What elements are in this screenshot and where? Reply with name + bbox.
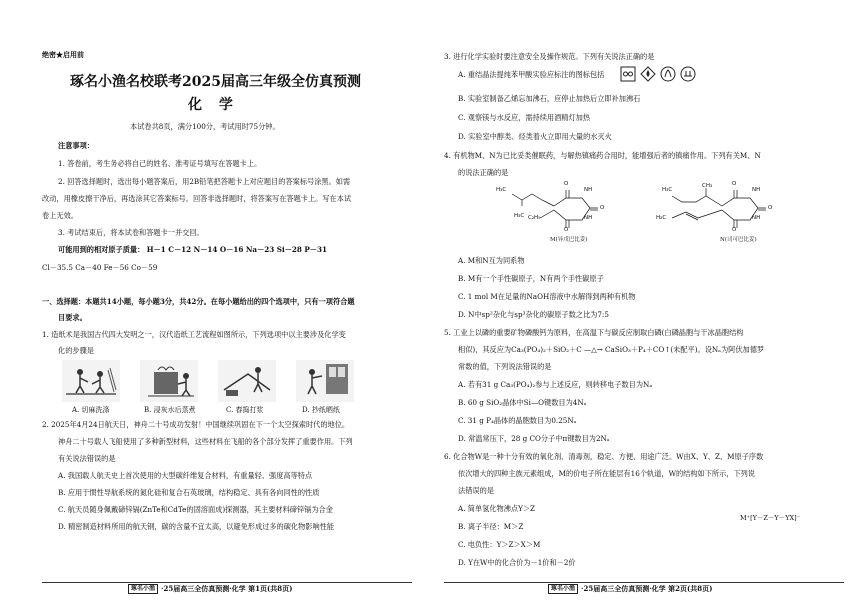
q4-option-a: A. M和N互为同系物 <box>458 256 525 265</box>
note-1: 1. 答卷前，考生务必将自己的姓名、准考证号填写在答题卡上。 <box>58 159 262 168</box>
q1-caption-c: C. 舂捣打浆 <box>226 406 264 414</box>
hot-surface-icon <box>660 66 676 82</box>
subject-title: 化 学 <box>188 97 239 113</box>
q2-stem-end: 有关说法错误的是 <box>58 454 116 463</box>
cutting-hemp-illustration <box>62 360 120 402</box>
page-footer-left <box>42 582 412 595</box>
structure-n-nh-bottom: NH <box>752 215 761 221</box>
q5-option-c: C. 31 g P₄晶体的晶胞数目为0.25Nₐ <box>458 416 577 425</box>
page-footer-right <box>444 582 844 595</box>
structure-n-o-right: O <box>768 205 773 211</box>
structure-n <box>652 180 802 242</box>
structure-m-ch3-a: H₃C <box>496 187 507 193</box>
atomic-masses: 可能用到的相对原子质量： H－1 C－12 N－14 O－16 Na－23 Si－28 P－31 <box>58 245 327 254</box>
q1-stem: 1. 造纸术是我国古代四大发明之一，汉代造纸工艺流程如图所示，下列选项中以主要涉及化学变 <box>42 330 346 339</box>
structure-m <box>490 180 630 242</box>
structure-m-nh-bottom: NH <box>584 215 593 221</box>
footer-text: ·25届高三全仿真预测·化学 第2页(共8页) <box>581 584 713 593</box>
q3-option-b: B. 实验室制备乙烯忘加沸石，应停止加热后立即补加沸石 <box>458 94 641 103</box>
q3-option-d: D. 实验室中醇类、烃类着火立即用大量的水灭火 <box>458 132 612 141</box>
structure-n-h2c: H₂C <box>656 215 667 221</box>
structure-m-o-top: O <box>564 181 569 187</box>
exam-title: 琢名小渔名校联考2025届高三年级全仿真预测 <box>70 74 361 90</box>
wash-hands-icon <box>680 66 696 82</box>
page-right <box>430 0 860 608</box>
q6-option-d: D. Y在W中的化合价为－1价和－2价 <box>458 558 576 567</box>
steaming-illustration <box>140 360 198 402</box>
brand-logo: 琢名小渔 <box>128 584 158 594</box>
q4-option-d: D. N中sp²杂化与sp³杂化的碳原子数之比为7:5 <box>458 310 609 319</box>
notes-title: 注意事项： <box>58 141 94 150</box>
q4-option-b: B. M有一个手性碳原子，N有两个手性碳原子 <box>458 274 604 283</box>
structure-m-o-bottom: O <box>564 227 569 233</box>
q6-stem-end: 法错误的是 <box>458 486 494 495</box>
q5-stem: 5. 工业上以磷的重要矿物磷酸钙为原料，在高温下与碳反应制取白磷(白磷晶胞与干冰晶胞结构 <box>444 328 744 337</box>
q5-option-d: D. 常温常压下，28 g CO分子中π键数目为2Nₐ <box>458 434 610 443</box>
q1-stem-cont: 化的步骤是 <box>58 346 94 355</box>
note-2-cont: 改动，用橡皮擦干净后，再选涂其它答案标号。回答非选择题时，将答案写在答题卡上。写在本试 <box>42 194 352 203</box>
q2-stem-cont: 神舟二十号载人飞船使用了多种新型材料，这些材料在飞船的各个部分发挥了重要作用。下列 <box>58 437 353 446</box>
flammable-hazard-icon <box>640 66 656 82</box>
q5-option-a: A. 若有31 g Ca₃(PO₄)₂参与上述反应，则转移电子数目为Nₐ <box>458 380 653 389</box>
footer-text: ·25届高三全仿真预测·化学 第1页(共8页) <box>161 584 293 593</box>
q1-caption-d: D. 抄纸晒纸 <box>302 406 340 414</box>
structure-m-name: M(异戊巴比妥) <box>550 237 588 243</box>
q5-stem-end: 常数的值，下列说法错误的是 <box>458 362 552 371</box>
q2-stem: 2. 2025年4月24日航天日，神舟二十号成功发射！中国继续巩固在下一个太空探索时代的地位。 <box>42 420 350 429</box>
w-structure: M⁺[Y－Z－Y－YX]⁻ <box>740 514 801 522</box>
q3-stem: 3. 进行化学实验时要注意安全及操作规范。下列有关说法正确的是 <box>444 52 655 61</box>
q3-option-a: A. 重结晶法提纯苯甲酸实验应标注的图标包括 <box>458 70 605 79</box>
q3-option-c: C. 观察镁与水反应，需持续用酒精灯加热 <box>458 113 591 122</box>
q6-stem: 6. 化合物W是一种十分有效的氧化剂、清毒剂，稳定、方便、用途广泛。W由X、Y、Z、M原子序数 <box>444 452 764 461</box>
structure-m-ch3-b: H₃C <box>514 213 525 219</box>
structure-n-h3c: H₃C <box>662 187 673 193</box>
q5-option-b: B. 60 g SiO₂晶体中Si—O键数目为4Nₐ <box>458 398 587 407</box>
exam-meta: 本试卷共8页，满分100分，考试用时75分钟。 <box>130 122 280 131</box>
note-3: 3. 考试结束后，将本试卷和答题卡一并交回。 <box>58 228 204 237</box>
drying-paper-illustration <box>296 360 354 402</box>
structure-n-o-top: O <box>732 181 737 187</box>
structure-n-ch3: CH₃ <box>702 183 713 189</box>
pounding-illustration <box>218 360 276 402</box>
structure-m-o-right: O <box>600 205 605 211</box>
q6-option-c: C. 电负性：Y＞Z＞X＞M <box>458 540 541 549</box>
structure-n-o-bottom: O <box>732 227 737 233</box>
q6-option-b: B. 离子半径：M＞Z <box>458 522 524 531</box>
q2-option-a: A. 我国载人航天史上首次使用的大型碳纤维复合材料，有重量轻、强度高等特点 <box>58 471 313 480</box>
note-2-end: 卷上无效。 <box>42 211 78 220</box>
secret-label: 绝密★启用前 <box>42 50 84 59</box>
structure-m-c2h5: C₂H₅ <box>528 215 541 221</box>
atomic-masses-cont: Cl－35.5 Ca－40 Fe－56 Co－59 <box>42 263 158 272</box>
q6-stem-cont: 依次增大的四种主族元素组成，M的价电子所在能层有16个轨道，W的结构如下所示，下列说 <box>458 469 756 478</box>
q4-stem-cont: 的说法正确的是 <box>458 168 509 177</box>
q2-option-b: B. 应用于惯性导航系统的氮化硅和复合石英玻璃，结构稳定、具有各向同性的性质 <box>58 488 320 497</box>
note-2: 2. 回答选择题时，选出每小题答案后，用2B铅笔把答题卡上对应题目的答案标号涂黑。如需 <box>58 177 351 186</box>
q4-option-c: C. 1 mol M在足量的NaOH溶液中水解得到两种有机物 <box>458 292 636 301</box>
q1-caption-a: A. 切麻洗涤 <box>72 406 110 414</box>
section-heading-cont: 目要求。 <box>58 313 87 322</box>
structure-n-nh-top: NH <box>752 187 761 193</box>
q4-stem: 4. 有机物M、N为已比妥类催眠药，与解热镇痛药合用时，能增强后者的镇痛作用。下列有关M、N <box>444 151 761 160</box>
q2-option-d: D. 精密制造材料所用的航天钢，碳的含量不宜太高，以避免形成过多的碳化物影响性能 <box>58 522 335 531</box>
brand-logo: 琢名小渔 <box>548 584 578 594</box>
structure-m-nh-top: NH <box>584 187 593 193</box>
section-heading: 一、选择题：本题共14小题，每小题3分，共42分。在每小题给出的四个选项中，只有一项符合题 <box>42 297 355 306</box>
q1-caption-b: B. 浸灰水后蒸煮 <box>144 406 196 414</box>
q2-option-c: C. 航天员随身佩戴碲锌镉(ZnTe和CdTe的固溶面成)探测器，其主要材料碲锌镉为合金 <box>58 505 333 514</box>
q6-option-a: A. 简单氢化物沸点Y＞Z <box>458 504 535 513</box>
structure-n-name: N(司可巴比妥) <box>720 237 757 243</box>
eye-protection-icon <box>620 66 636 82</box>
q5-equation: 相似)，其反应为Ca₃(PO₄)₂＋SiO₂＋C —△→ CaSiO₃＋P₄＋CO↑(未配平)。设Nₐ为阿伏加德罗 <box>458 345 765 354</box>
